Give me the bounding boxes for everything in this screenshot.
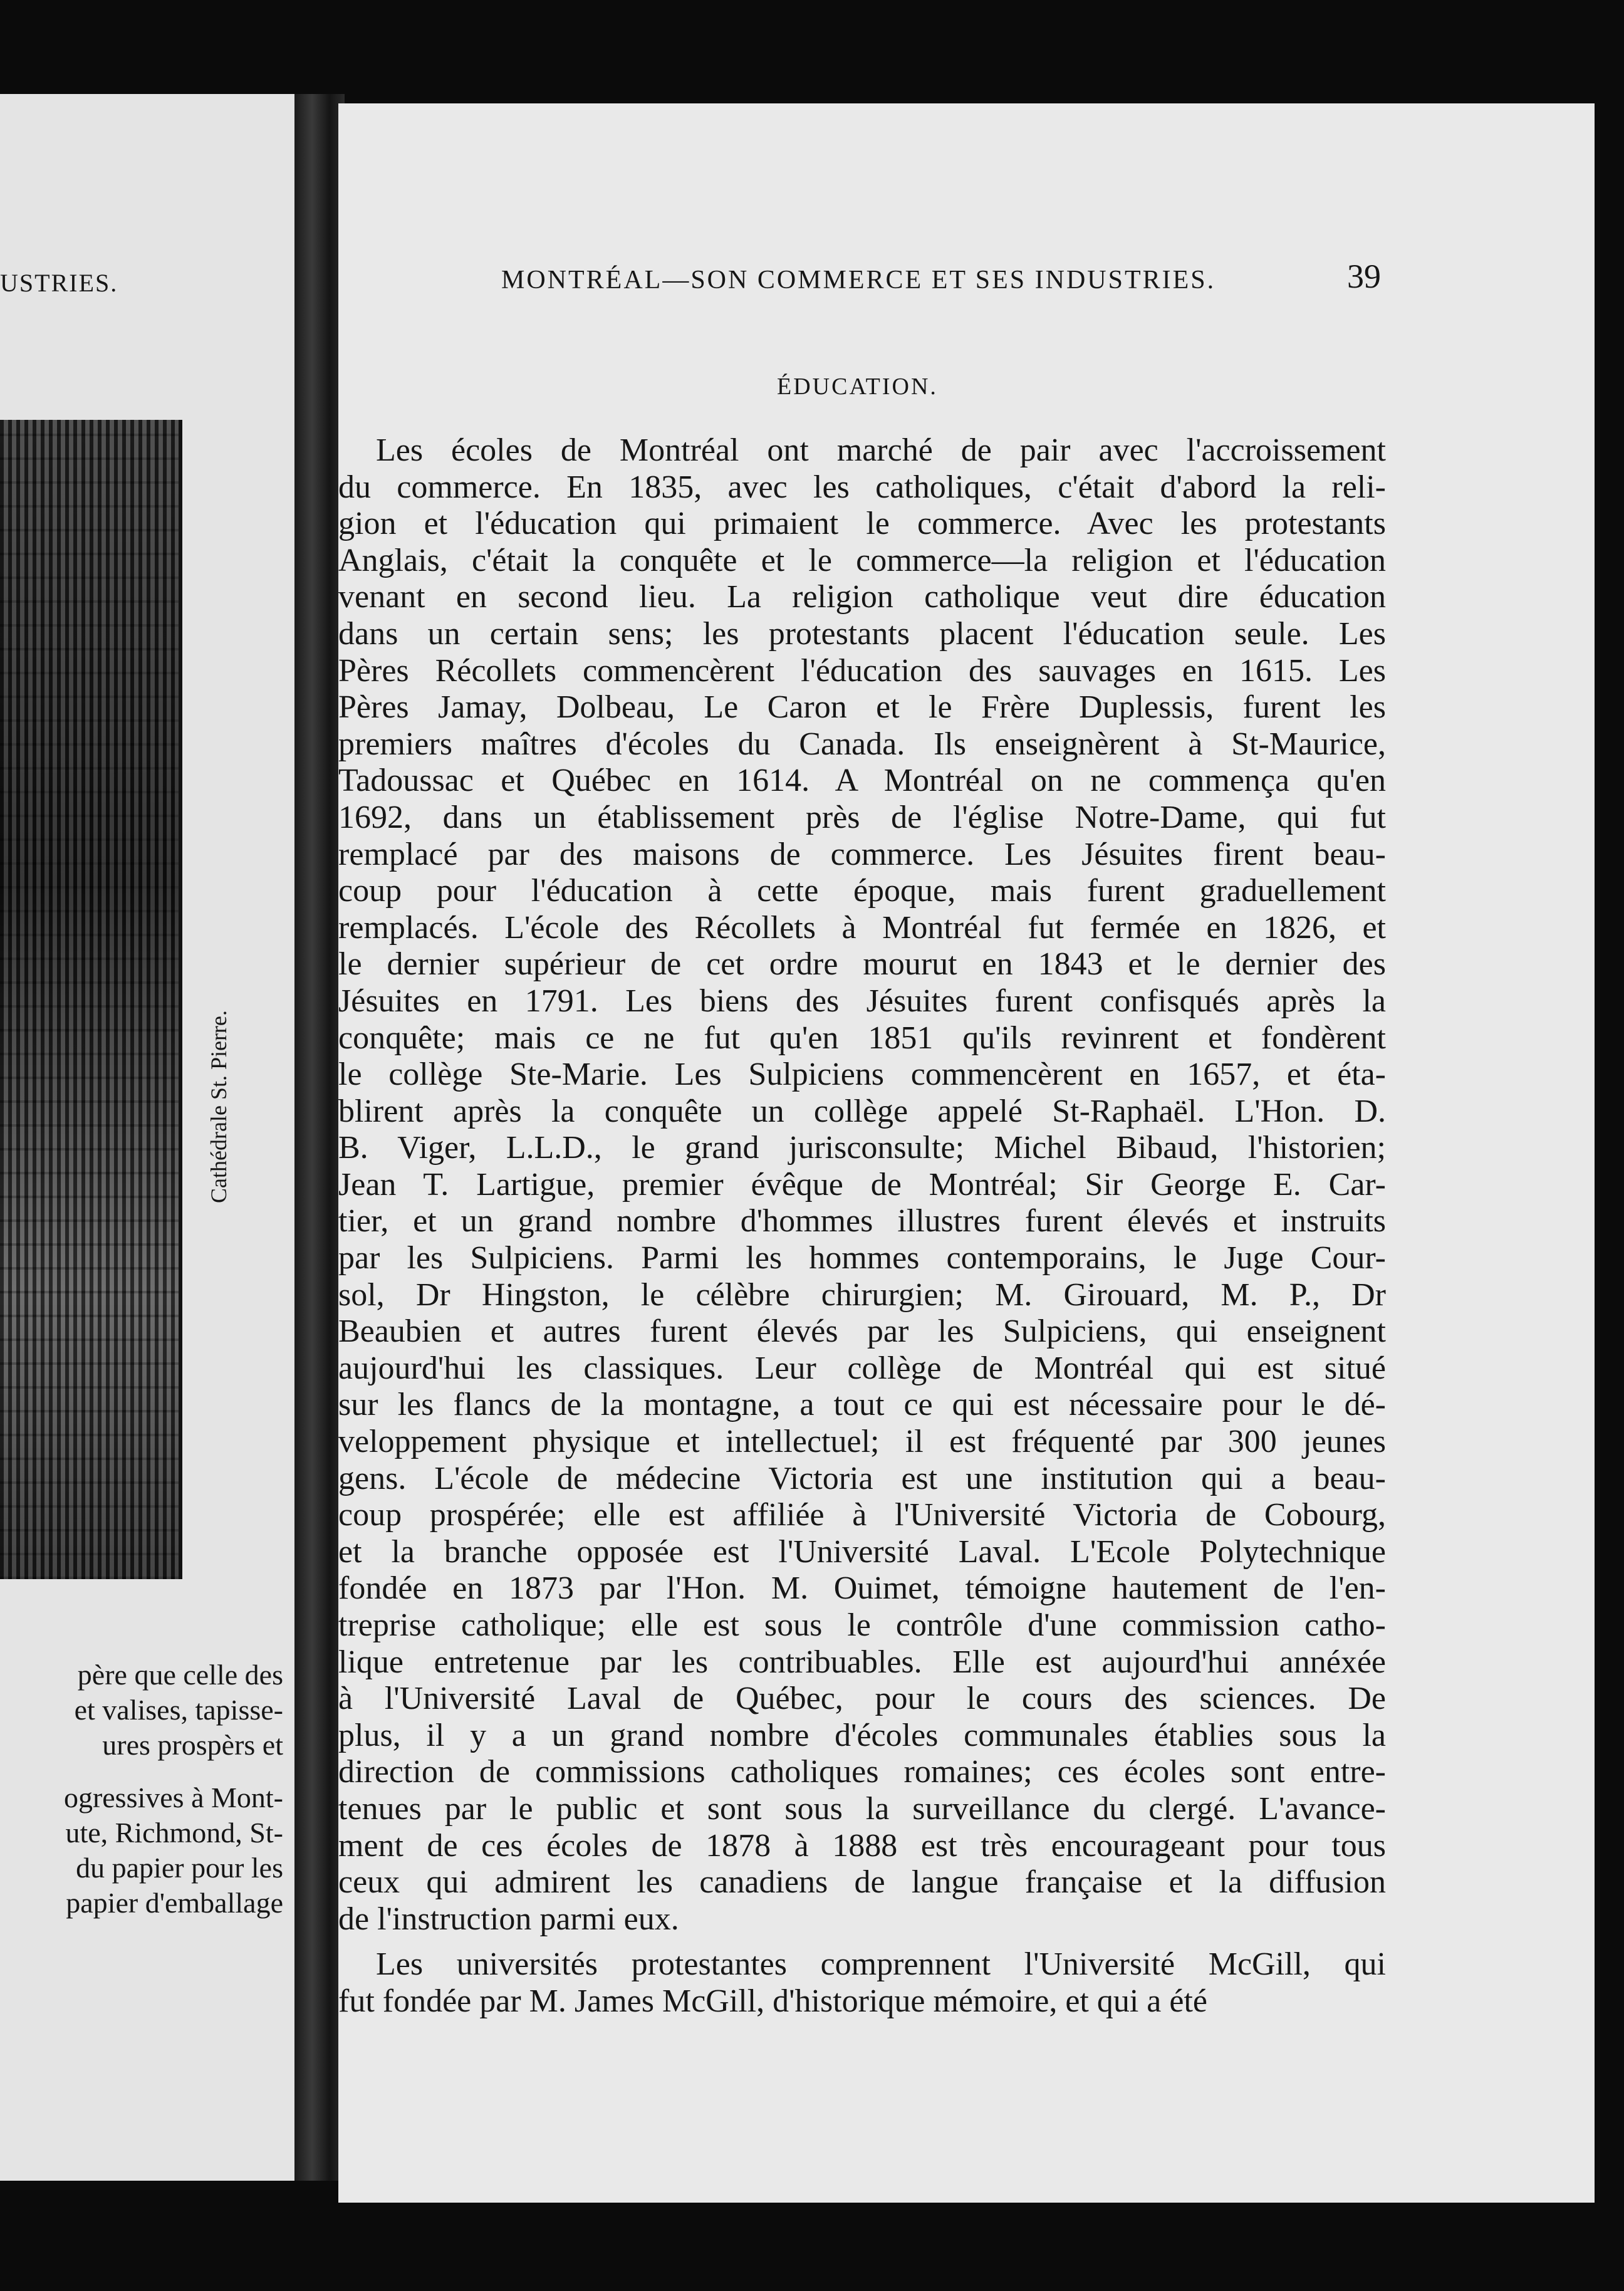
text-line: tenues par le public et sont sous la surveillance du clergé. L'avance- — [338, 1790, 1386, 1827]
text-line: coup pour l'éducation à cette époque, mais furent graduellement — [338, 873, 1386, 909]
text-line: veloppement physique et intellectuel; il est fréquenté par 300 jeunes — [338, 1424, 1386, 1460]
text-line: Pères Jamay, Dolbeau, Le Caron et le Frère Duplessis, furent les — [338, 689, 1386, 726]
text-line: fondée en 1873 par l'Hon. M. Ouimet, témoigne hautement de l'en- — [338, 1570, 1386, 1607]
text-line: Anglais, c'était la conquête et le commerce—la religion et l'éducation — [338, 542, 1386, 578]
running-head: MONTRÉAL—SON COMMERCE ET SES INDUSTRIES. — [501, 266, 1216, 295]
left-text-line: ogressives à Mont- — [63, 1782, 283, 1813]
text-line: lique entretenue par les contribuables. Elle est aujourd'hui annéxée — [338, 1644, 1386, 1680]
left-text-line: ute, Richmond, St- — [65, 1817, 283, 1849]
paragraph-1 — [338, 432, 1386, 1938]
text-line: sol, Dr Hingston, le célèbre chirurgien; M. Girouard, M. P., Dr — [338, 1276, 1386, 1313]
book-spine — [294, 94, 345, 2181]
text-line: gens. L'école de médecine Victoria est une institution qui a beau- — [338, 1460, 1386, 1496]
text-line: par les Sulpiciens. Parmi les hommes contemporains, le Juge Cour- — [338, 1240, 1386, 1276]
text-line: aujourd'hui les classiques. Leur collège de Montréal qui est situé — [338, 1350, 1386, 1386]
cathedral-engraving — [0, 420, 182, 1579]
text-line: treprise catholique; elle est sous le contrôle d'une commission catho- — [338, 1607, 1386, 1643]
text-line: à l'Université Laval de Québec, pour le cours des sciences. De — [338, 1681, 1386, 1717]
text-line: conquête; mais ce ne fut qu'en 1851 qu'ils revinrent et fondèrent — [338, 1020, 1386, 1056]
left-text-line: du papier pour les — [76, 1852, 283, 1884]
right-page — [338, 103, 1595, 2203]
body-text — [338, 432, 1386, 2020]
text-line: 1692, dans un établissement près de l'église Notre-Dame, qui fut — [338, 799, 1386, 835]
left-text-line: père que celle des — [77, 1659, 283, 1691]
text-line: plus, il y a un grand nombre d'écoles communales établies sous la — [338, 1717, 1386, 1753]
text-line: premiers maîtres d'écoles du Canada. Ils enseignèrent à St-Maurice, — [338, 726, 1386, 762]
left-page — [0, 94, 307, 2181]
left-page-text — [0, 1657, 283, 1921]
engraving-caption: Cathédrale St. Pierre. — [206, 1010, 231, 1203]
paragraph-2 — [338, 1946, 1386, 2020]
text-line: venant en second lieu. La religion catholique veut dire éducation — [338, 579, 1386, 615]
left-text-line: et valises, tapisse- — [74, 1694, 283, 1726]
text-line: blirent après la conquête un collège appelé St-Raphaël. L'Hon. D. — [338, 1093, 1386, 1129]
text-line: remplacés. L'école des Récollets à Montréal fut fermée en 1826, et — [338, 909, 1386, 946]
text-line: le dernier supérieur de cet ordre mourut en 1843 et le dernier des — [338, 946, 1386, 983]
text-line: coup prospérée; elle est affiliée à l'Université Victoria de Cobourg, — [338, 1497, 1386, 1533]
text-line: dans un certain sens; les protestants placent l'éducation seule. Les — [338, 615, 1386, 652]
text-line: et la branche opposée est l'Université Laval. L'Ecole Polytechnique — [338, 1533, 1386, 1570]
text-line: ceux qui admirent les canadiens de langue française et la diffusion — [338, 1864, 1386, 1901]
section-title: ÉDUCATION. — [777, 373, 938, 400]
text-line: Tadoussac et Québec en 1614. A Montréal on ne commença qu'en — [338, 763, 1386, 799]
left-running-head: USTRIES. — [0, 269, 118, 297]
text-line: le collège Ste-Marie. Les Sulpiciens commencèrent en 1657, et éta- — [338, 1057, 1386, 1093]
text-line: Pères Récollets commencèrent l'éducation des sauvages en 1615. Les — [338, 652, 1386, 689]
text-line: direction de commissions catholiques romaines; ces écoles sont entre- — [338, 1754, 1386, 1790]
text-line: B. Viger, L.L.D., le grand jurisconsulte; Michel Bibaud, l'historien; — [338, 1130, 1386, 1166]
text-line: Jean T. Lartigue, premier évêque de Montréal; Sir George E. Car- — [338, 1166, 1386, 1203]
text-line: Beaubien et autres furent élevés par les Sulpiciens, qui enseignent — [338, 1313, 1386, 1350]
left-text-line: papier d'emballage — [66, 1887, 283, 1919]
text-line: de l'instruction parmi eux. — [338, 1901, 679, 1937]
page-number: 39 — [1347, 258, 1381, 295]
text-line: Jésuites en 1791. Les biens des Jésuites furent confisqués après la — [338, 983, 1386, 1019]
text-line: Les universités protestantes comprennent l'Université McGill, qui — [376, 1946, 1386, 1983]
text-line: du commerce. En 1835, avec les catholiques, c'était d'abord la reli- — [338, 469, 1386, 505]
text-line: ment de ces écoles de 1878 à 1888 est très encourageant pour tous — [338, 1827, 1386, 1864]
text-line: fut fondée par M. James McGill, d'historique mémoire, et qui a été — [338, 1983, 1207, 2019]
text-line: Les écoles de Montréal ont marché de pair avec l'accroissement — [376, 432, 1386, 468]
left-text-line: ures prospèrs et — [102, 1729, 283, 1761]
text-line: sur les flancs de la montagne, a tout ce qui est nécessaire pour le dé- — [338, 1387, 1386, 1423]
text-line: tier, et un grand nombre d'hommes illustres furent élevés et instruits — [338, 1203, 1386, 1239]
text-line: remplacé par des maisons de commerce. Les Jésuites firent beau- — [338, 836, 1386, 872]
text-line: gion et l'éducation qui primaient le commerce. Avec les protestants — [338, 506, 1386, 542]
